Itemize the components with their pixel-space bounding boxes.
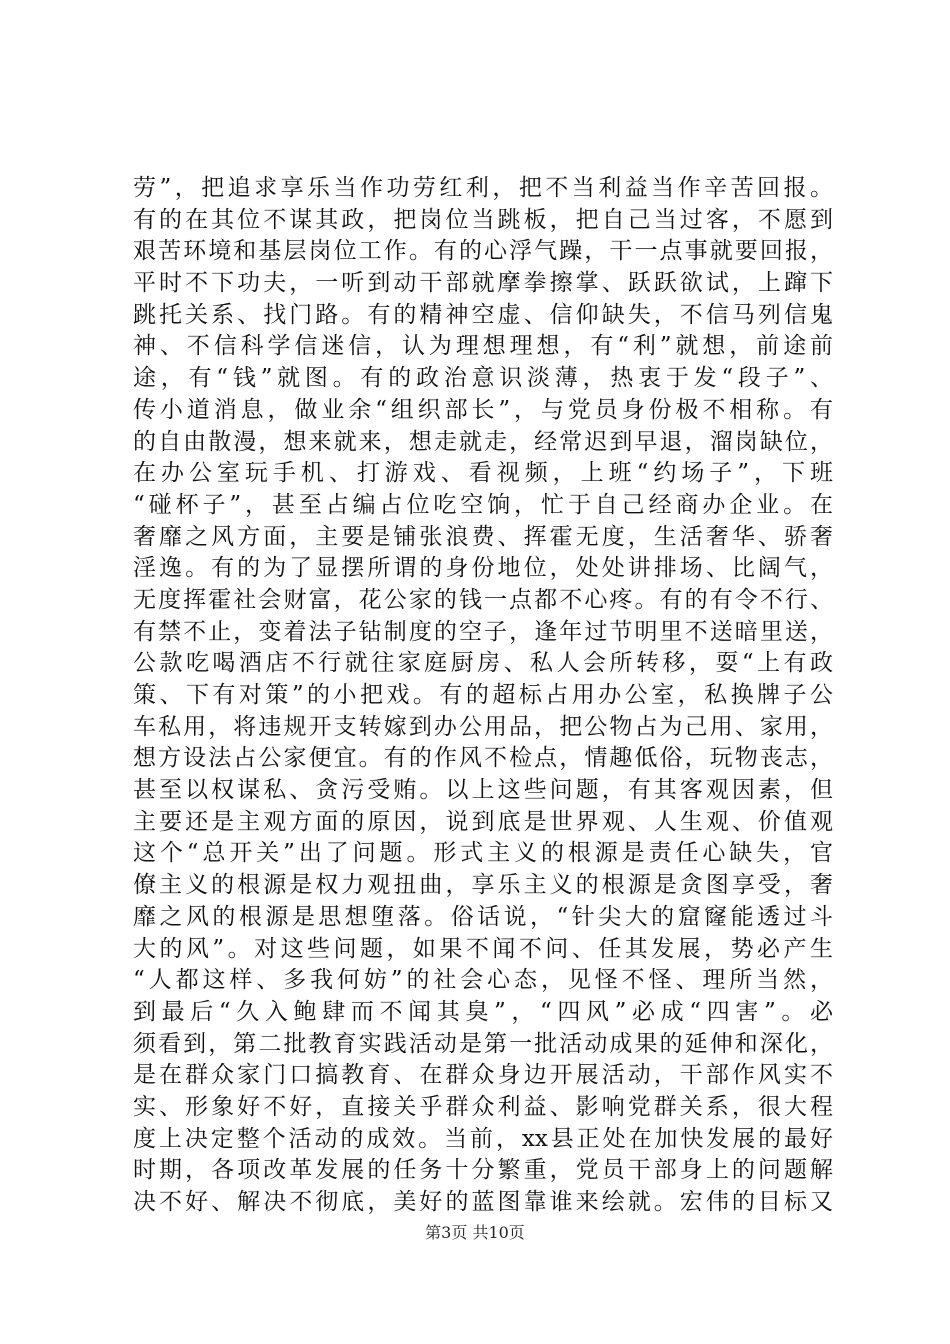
text-line: 淫逸。有的为了显摆所谓的身份地位，处处讲排场、比阔气， <box>133 555 833 582</box>
text-line: 平时不下功夫，一听到动干部就摩拳擦掌、跃跃欲试，上蹿下 <box>133 270 833 297</box>
text-line: 主要还是主观方面的原因，说到底是世界观、人生观、价值观 <box>133 808 833 835</box>
text-line: 神、不信科学信迷信，认为理想理想，有“利”就想，前途前 <box>133 333 833 360</box>
text-line: 途，有“钱”就图。有的政治意识淡薄，热衷于发“段子”、 <box>133 365 833 392</box>
text-line: 想方设法占公家便宜。有的作风不检点，情趣低俗，玩物丧志， <box>133 745 833 772</box>
text-line: 到最后“久入鲍肆而不闻其臭”，“四风”必成“四害”。必 <box>133 998 833 1025</box>
text-line: 奢靡之风方面，主要是铺张浪费、挥霍无度，生活奢华、骄奢 <box>133 523 833 550</box>
text-line: 靡之风的根源是思想堕落。俗话说，“针尖大的窟窿能透过斗 <box>133 903 833 930</box>
text-line: “人都这样、多我何妨”的社会心态，见怪不怪、理所当然， <box>133 967 833 994</box>
text-line: 艰苦环境和基层岗位工作。有的心浮气躁，干一点事就要回报， <box>133 238 833 265</box>
text-line: 须看到，第二批教育实践活动是第一批活动成果的延伸和深化， <box>133 1030 833 1057</box>
page-footer: 第3页 共10页 <box>425 1223 525 1242</box>
text-line: 这个“总开关”出了问题。形式主义的根源是责任心缺失，官 <box>133 840 833 867</box>
text-line: 甚至以权谋私、贪污受贿。以上这些问题，有其客观因素，但 <box>133 777 833 804</box>
text-line: 有禁不止，变着法子钻制度的空子，逢年过节明里不送暗里送， <box>133 618 833 645</box>
text-line: 的自由散漫，想来就来，想走就走，经常迟到早退，溜岗缺位， <box>133 428 833 455</box>
text-line: 无度挥霍社会财富，花公家的钱一点都不心疼。有的有令不行、 <box>133 586 833 613</box>
body-text <box>133 173 833 1219</box>
text-line: 车私用，将违规开支转嫁到办公用品，把公物占为己用、家用， <box>133 713 833 740</box>
text-line: 僚主义的根源是权力观扭曲，享乐主义的根源是贪图享受，奢 <box>133 872 833 899</box>
text-line: 策、下有对策”的小把戏。有的超标占用办公室，私换牌子公 <box>133 682 833 708</box>
text-line: 实、形象好不好，直接关乎群众利益、影响党群关系，很大程 <box>133 1093 833 1120</box>
text-line: 是在群众家门口搞教育、在群众身边开展活动，干部作风实不 <box>133 1062 833 1089</box>
text-line: 决不好、解决不彻底，美好的蓝图靠谁来绘就。宏伟的目标又 <box>133 1189 833 1215</box>
text-line: 时期，各项改革发展的任务十分繁重，党员干部身上的问题解 <box>133 1157 833 1184</box>
text-line: 跳托关系、找门路。有的精神空虚、信仰缺失，不信马列信鬼 <box>133 301 833 328</box>
text-line: 度上决定整个活动的成效。当前，xx县正处在加快发展的最好 <box>133 1125 833 1152</box>
text-line: 劳”，把追求享乐当作功劳红利，把不当利益当作辛苦回报。 <box>133 175 833 201</box>
text-line: 传小道消息，做业余“组织部长”，与党员身份极不相称。有 <box>133 396 833 423</box>
text-line: “碰杯子”，甚至占编占位吃空饷，忙于自己经商办企业。在 <box>133 491 833 518</box>
text-line: 公款吃喝酒店不行就往家庭厨房、私人会所转移，耍“上有政 <box>133 650 833 677</box>
text-line: 有的在其位不谋其政，把岗位当跳板，把自己当过客，不愿到 <box>133 206 833 233</box>
text-line: 在办公室玩手机、打游戏、看视频，上班“约场子”，下班 <box>133 460 833 487</box>
text-line: 大的风”。对这些问题，如果不闻不问、任其发展，势必产生 <box>133 935 833 962</box>
